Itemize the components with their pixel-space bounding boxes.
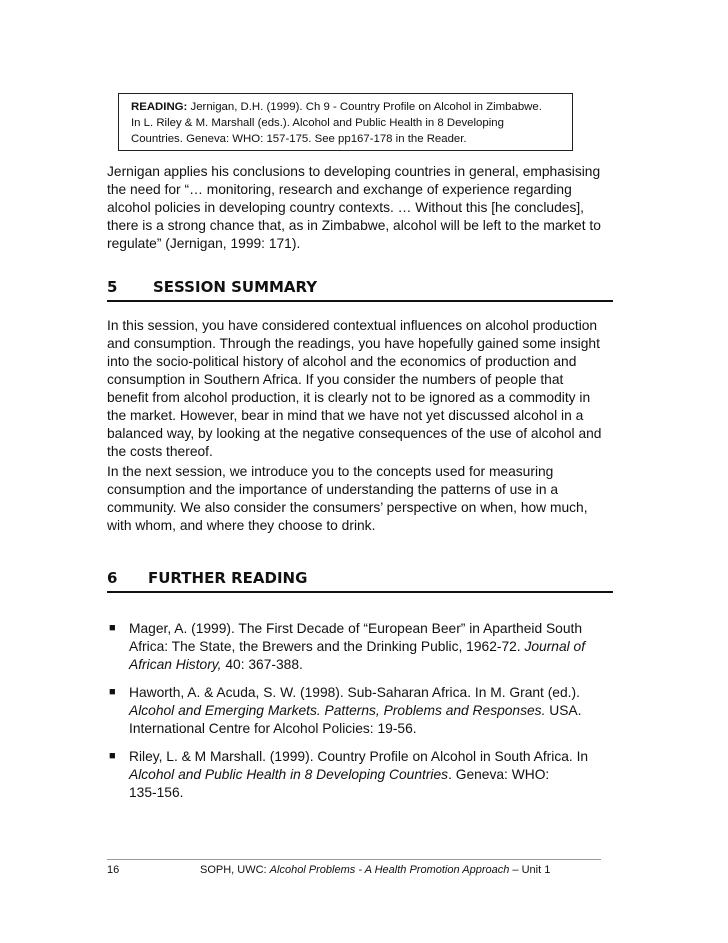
- section-5-heading: [107, 278, 613, 302]
- footer-divider: [107, 859, 601, 860]
- bullet-icon: ■: [109, 750, 116, 762]
- reading-line-2: In L. Riley & M. Marshall (eds.). Alcohol and Public Health in 8 Developing: [131, 117, 504, 129]
- summary-paragraph-1: In this session, you have considered contextual influences on alcohol production and consumption. Through the readings, you have hopefully gained some insight into the socio-political history of alcohol and the economics of production and consumption in Southern Africa. If you consider the numbers of people that benefit from alcohol production, it is clearly not to be ignored as a commodity in the market. However, bear in mind that we have not yet discussed alcohol in a balanced way, by looking at the negative consequences of the use of alcohol and the costs thereof.: [107, 318, 602, 459]
- intro-paragraph: Jernigan applies his conclusions to developing countries in general, emphasising the need for “… monitoring, research and exchange of experience regarding alcohol policies in developing country contexts. … Without this [he concludes], there is a strong chance that, as in Zimbabwe, alcohol will be left to the market to regulate” (Jernigan, 1999: 171).: [107, 164, 601, 251]
- bullet-icon: ■: [109, 686, 116, 698]
- footer-course-title: SOPH, UWC: Alcohol Problems - A Health Promotion Approach – Unit 1: [200, 864, 551, 876]
- reading-line-1: READING: Jernigan, D.H. (1999). Ch 9 - Country Profile on Alcohol in Zimbabwe.: [131, 101, 542, 113]
- section-6-number: 6: [107, 569, 118, 587]
- section-6-heading: [107, 569, 613, 593]
- reading-box: [118, 93, 573, 151]
- bullet-icon: ■: [109, 622, 116, 634]
- section-6-title: FURTHER READING: [148, 569, 308, 587]
- summary-paragraph-2: In the next session, we introduce you to the concepts used for measuring consumption and the importance of understanding the patterns of use in a community. We also consider the consumers’ perspective on when, how much, with whom, and where they choose to drink.: [107, 464, 588, 533]
- further-reading-list: [107, 620, 623, 812]
- page-number: 16: [107, 864, 120, 876]
- reference-item: ■ Haworth, A. & Acuda, S. W. (1998). Sub-Saharan Africa. In M. Grant (ed.). Alcohol and Emerging Markets. Patterns, Problems and Responses. USA. International Centre for Alcohol Policies: 19-56.: [109, 685, 582, 736]
- reference-item: ■ Mager, A. (1999). The First Decade of “European Beer” in Apartheid South Africa: The State, the Brewers and the Drinking Public, 1962-72. Journal of African History, 40: 367-388.: [109, 621, 586, 672]
- reading-line-3: Countries. Geneva: WHO: 157-175. See pp167-178 in the Reader.: [131, 133, 467, 145]
- section-5-number: 5: [107, 278, 118, 296]
- section-5-title: SESSION SUMMARY: [153, 278, 318, 296]
- reference-item: ■ Riley, L. & M Marshall. (1999). Country Profile on Alcohol in South Africa. In Alcohol and Public Health in 8 Developing Countries. Geneva: WHO: 135-156.: [109, 749, 589, 800]
- reading-label: READING:: [131, 101, 188, 113]
